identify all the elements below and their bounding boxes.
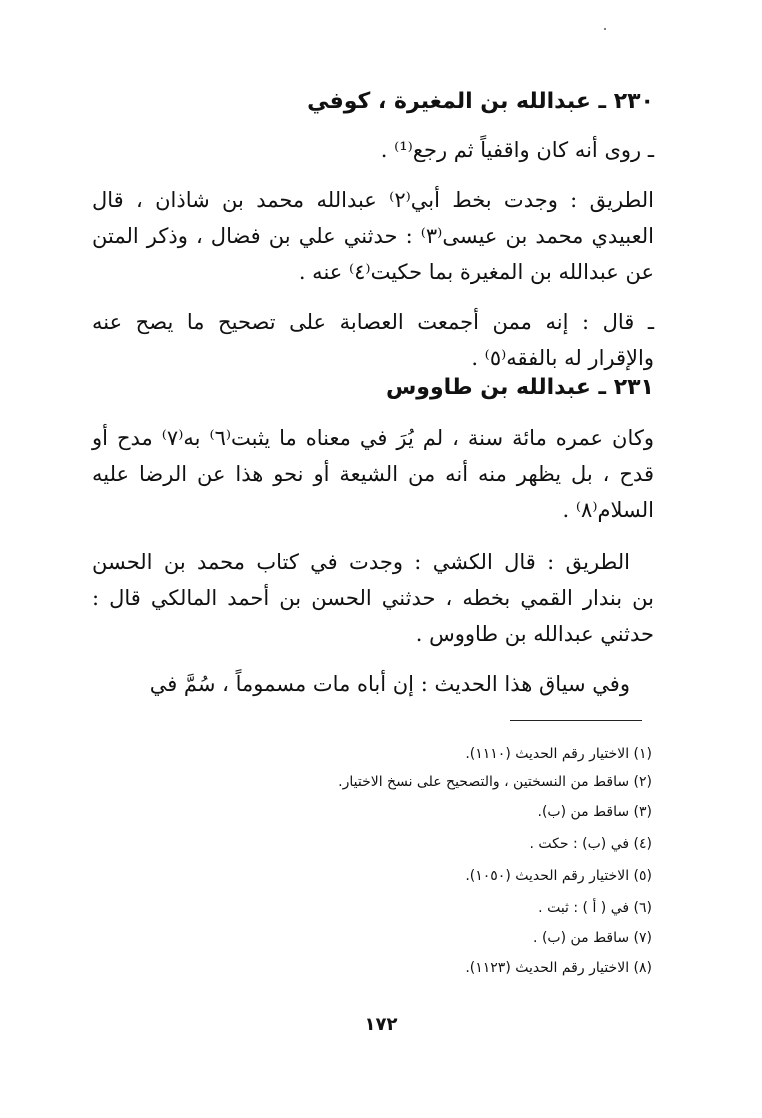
paragraph-line: ـ روى أنه كان واقفياً ثم رجع⁽¹⁾ .: [380, 138, 654, 162]
paragraph-line: حدثني عبدالله بن طاووس .: [415, 622, 654, 646]
footnote-1: (١) الاختيار رقم الحديث (١١١٠).: [465, 746, 652, 762]
paragraph-line: السلام⁽٨⁾ .: [562, 498, 654, 522]
paragraph-line: الطريق : قال الكشي : وجدت في كتاب محمد بن الحسن: [92, 550, 630, 574]
page-number: ١٧٢: [364, 1014, 398, 1035]
footnote-7: (٧) ساقط من (ب) .: [533, 930, 652, 946]
footnote-3: (٣) ساقط من (ب).: [537, 804, 652, 820]
entry-heading-231: ٢٣١ ـ عبدالله بن طاووس: [385, 375, 654, 400]
paragraph-line: الطريق : وجدت بخط أبي⁽٢⁾ عبدالله محمد بن شاذان ، قال: [92, 188, 654, 212]
scan-speck: [604, 28, 606, 30]
paragraph-line: العبيدي محمد بن عيسى⁽٣⁾ : حدثني علي بن فضال ، وذكر المتن: [92, 224, 654, 248]
paragraph-line: عن عبدالله بن المغيرة بما حكيت⁽٤⁾ عنه .: [298, 260, 654, 284]
footnote-2: (٢) ساقط من النسختين ، والتصحيح على نسخ الاختيار.: [338, 774, 652, 790]
paragraph-line: ـ قال : إنه ممن أجمعت العصابة على تصحيح ما يصح عنه: [92, 310, 654, 334]
footnote-8: (٨) الاختيار رقم الحديث (١١٢٣).: [465, 960, 652, 976]
paragraph-line: وكان عمره مائة سنة ، لم يُرَ في معناه ما يثبت⁽٦⁾ به⁽٧⁾ مدح أو: [92, 426, 654, 450]
footnote-6: (٦) في ( أ ) : ثبت .: [538, 900, 652, 916]
footnote-4: (٤) في (ب) : حكت .: [529, 836, 652, 852]
footnote-5: (٥) الاختيار رقم الحديث (١٠٥٠).: [465, 868, 652, 884]
paragraph-line: والإقرار له بالفقه⁽٥⁾ .: [471, 346, 654, 370]
paragraph-line: قدح ، بل يظهر منه أنه من الشيعة أو نحو هذا عن الرضا عليه: [92, 462, 654, 486]
paragraph-line: بن بندار القمي بخطه ، حدثني الحسن بن أحمد المالكي قال :: [92, 586, 654, 610]
footnote-separator: [510, 720, 642, 721]
paragraph-line: وفي سياق هذا الحديث : إن أباه مات مسموماً ، سُمَّ في: [149, 672, 630, 696]
entry-heading-230: ٢٣٠ ـ عبدالله بن المغيرة ، كوفي: [307, 89, 654, 114]
